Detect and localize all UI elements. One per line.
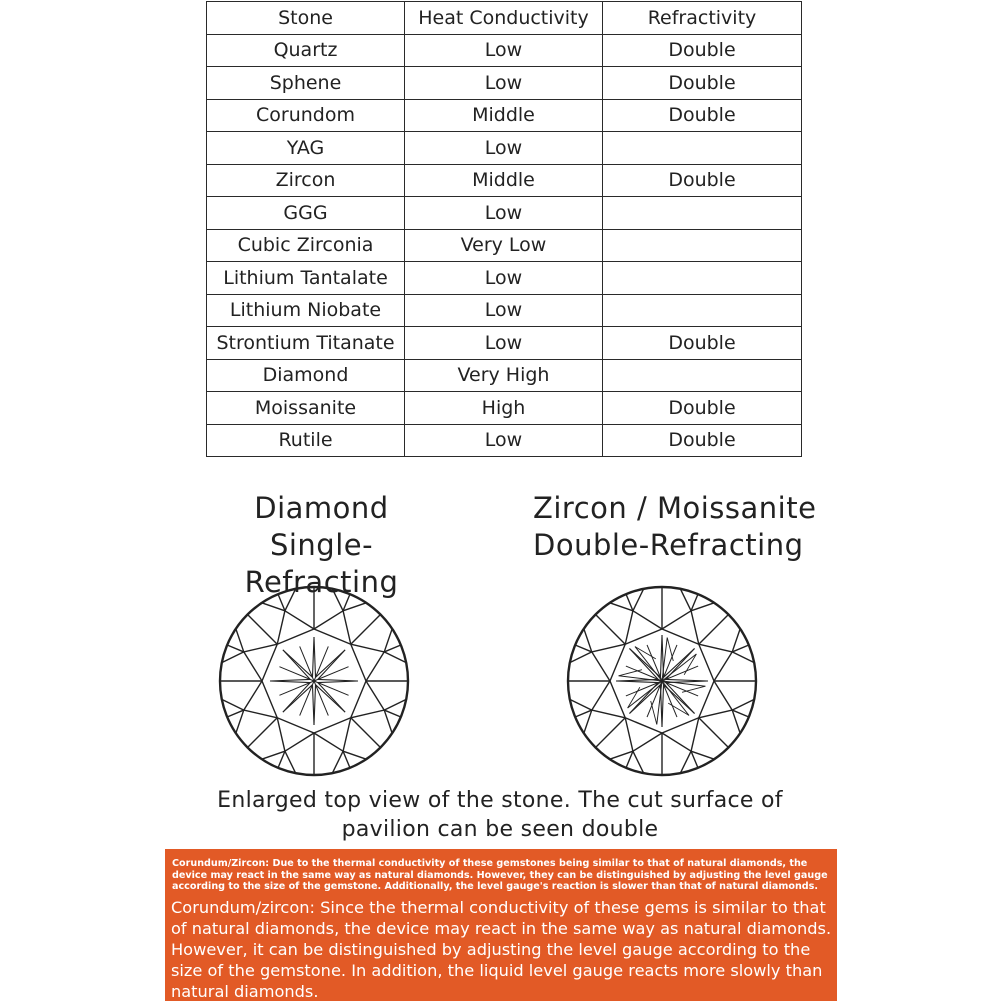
table-row (207, 294, 802, 327)
header-heat-conductivity: Heat Conductivity (405, 2, 603, 35)
cell-heat-conductivity: Low (405, 67, 603, 100)
cell-stone: Zircon (207, 164, 405, 197)
double-refracting-diamond-diagram (564, 583, 760, 779)
cell-stone: Rutile (207, 424, 405, 457)
zircon-heading (533, 490, 823, 564)
single-refracting-diamond-diagram (216, 583, 412, 779)
cell-refractivity: Double (603, 424, 802, 457)
table-row (207, 327, 802, 360)
cell-heat-conductivity: Low (405, 327, 603, 360)
cell-stone: Corundom (207, 99, 405, 132)
diamond-heading-line1: Diamond (254, 491, 389, 525)
cell-stone: Cubic Zirconia (207, 229, 405, 262)
stones-table (206, 1, 802, 457)
table-row (207, 67, 802, 100)
cell-heat-conductivity: High (405, 392, 603, 425)
cell-refractivity: Double (603, 99, 802, 132)
cell-heat-conductivity: Middle (405, 164, 603, 197)
diamond-heading-line2: Single-Refracting (244, 528, 399, 599)
corundum-zircon-note (165, 849, 837, 1001)
table-row (207, 197, 802, 230)
cell-heat-conductivity: Low (405, 294, 603, 327)
cell-stone: YAG (207, 132, 405, 165)
note-small-text: Corundum/Zircon: Due to the thermal conductivity of these gemstones being similar to that of natural diamonds, the device may react in the same way as natural diamonds. However, they can be distinguished by adjusting the level gauge according to the size of the gemstone. Additionally, the level gauge's reaction is slower than that of natural diamonds. (172, 858, 828, 892)
table-row (207, 359, 802, 392)
cell-heat-conductivity: Low (405, 197, 603, 230)
zircon-heading-line1: Zircon / Moissanite (533, 491, 817, 525)
cell-heat-conductivity: Very High (405, 359, 603, 392)
cell-stone: Diamond (207, 359, 405, 392)
cell-stone: Strontium Titanate (207, 327, 405, 360)
cell-stone: Lithium Tantalate (207, 262, 405, 295)
cell-refractivity: Double (603, 67, 802, 100)
table-row (207, 99, 802, 132)
gemstone-table (206, 1, 801, 457)
cell-heat-conductivity: Very Low (405, 229, 603, 262)
cell-refractivity (603, 229, 802, 262)
header-stone: Stone (207, 2, 405, 35)
zircon-heading-line2: Double-Refracting (533, 528, 804, 562)
table-row (207, 229, 802, 262)
cell-stone: Lithium Niobate (207, 294, 405, 327)
diagram-caption (160, 786, 840, 844)
cell-heat-conductivity: Low (405, 132, 603, 165)
cell-stone: Sphene (207, 67, 405, 100)
table-row (207, 262, 802, 295)
caption-line1: Enlarged top view of the stone. The cut surface of (217, 788, 783, 813)
cell-heat-conductivity: Low (405, 424, 603, 457)
cell-refractivity (603, 197, 802, 230)
table-row (207, 34, 802, 67)
cell-refractivity (603, 262, 802, 295)
table-row (207, 392, 802, 425)
cell-refractivity (603, 359, 802, 392)
cell-refractivity (603, 294, 802, 327)
note-large-text: Corundum/zircon: Since the thermal conductivity of these gems is similar to that of natural diamonds, the device may react in the same way as natural diamonds. However, it can be distinguished by adjusting the level gauge according to the size of the gemstone. In addition, the liquid level gauge reacts more slowly than natural diamonds. (171, 898, 832, 1002)
caption-line2: pavilion can be seen double (341, 817, 659, 842)
cell-refractivity: Double (603, 392, 802, 425)
cell-stone: Moissanite (207, 392, 405, 425)
table-row (207, 132, 802, 165)
cell-heat-conductivity: Low (405, 262, 603, 295)
cell-heat-conductivity: Middle (405, 99, 603, 132)
table-row (207, 424, 802, 457)
table-header-row (207, 2, 802, 35)
cell-stone: Quartz (207, 34, 405, 67)
cell-refractivity (603, 132, 802, 165)
cell-refractivity: Double (603, 164, 802, 197)
cell-refractivity: Double (603, 327, 802, 360)
table-row (207, 164, 802, 197)
cell-stone: GGG (207, 197, 405, 230)
cell-heat-conductivity: Low (405, 34, 603, 67)
header-refractivity: Refractivity (603, 2, 802, 35)
cell-refractivity: Double (603, 34, 802, 67)
